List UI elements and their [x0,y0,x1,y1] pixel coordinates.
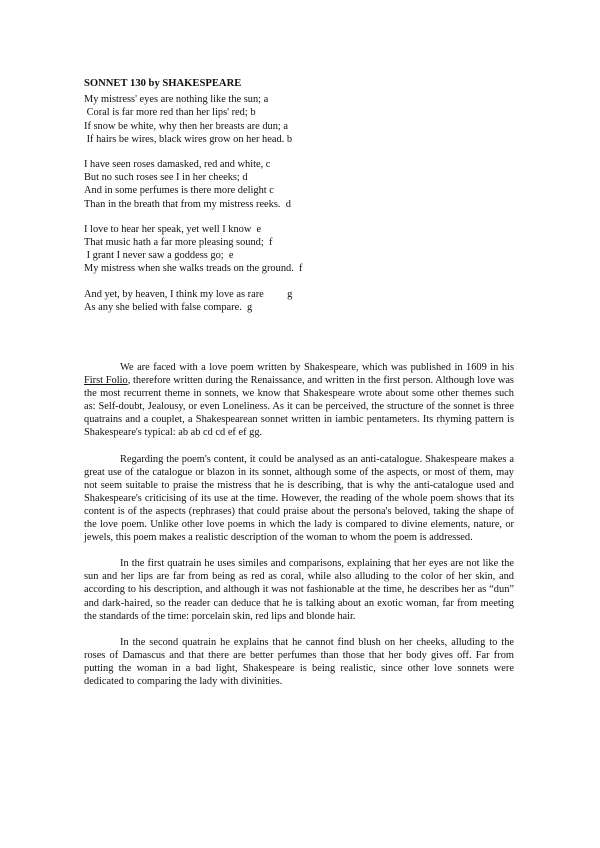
poem-line: Coral is far more red than her lips' red; b [84,107,256,119]
sonnet-poem [84,77,524,326]
paragraph-text: , therefore written during the Renaissance, and written in the first person. Although love was the most recurrent theme in sonnets, we know that Shakespeare wrote about some other themes such as: Self-doubt, Jealousy, or even Loneliness. As it can be perceived, the structure of the sonnet is three quatrains and a couplet, a Shakespearean sonnet written in iambic pentameters. Its rhyming pattern is Shakespeare's typical: ab ab cd cd ef ef gg. [84,375,514,439]
poem-line: That music hath a far more pleasing sound; f [84,237,273,249]
stanza-1 [84,93,524,146]
poem-line: But no such roses see I in her cheeks; d [84,172,248,184]
poem-line: As any she belied with false compare. g [84,301,253,313]
essay-paragraph-3: In the first quatrain he uses similes and comparisons, explaining that her eyes are not like the sun and her lips are far from being as red as coral, while also alluding to the color of her skin, and according to his description, and although it was not fashionable at the time, he describes her as “dun” and dark-haired, so the reader can deduce that he is talking about an exotic woman, far from meeting the standards of the time: porcelain skin, red lips and blonde hair. [84,558,514,622]
poem-line: And yet, by heaven, I think my love as rare g [84,288,293,300]
poem-title: SONNET 130 by SHAKESPEARE [84,78,242,89]
stanza-2 [84,158,524,211]
poem-line: I have seen roses damasked, red and white, c [84,159,271,171]
essay-paragraph-4: In the second quatrain he explains that he cannot find blush on her cheeks, alluding to the roses of Damascus and that there are better perfumes than those that her body gives off. Far from putting the woman in a bad light, Shakespeare is being realistic, since other love sonnets were dedicated to comparing the lady with divinities. [84,636,514,687]
poem-line: I grant I never saw a goddess go; e [84,250,234,262]
poem-line: I love to hear her speak, yet well I know e [84,223,262,235]
couplet [84,288,524,314]
poem-line: If snow be white, why then her breasts are dun; a [84,120,288,132]
poem-line: My mistress when she walks treads on the ground. f [84,263,303,275]
stanza-3 [84,223,524,276]
essay-paragraph-1 [84,361,514,440]
essay-paragraph-2: Regarding the poem's content, it could be analysed as an anti-catalogue. Shakespeare makes a great use of the catalogue or blazon in its sonnet, although some of the aspects, or most of them, may not seem suitable to praise the mistress that he is describing, that is why the anti-catalogue used and Shakespeare's criticising of its use at the time. However, the reading of the whole poem shows that its content is of the aspects (rephrases) that could praise about the persona's beloved, taking the shape of the love poem. Unlike other love poems in which the lady is compared to divine elements, nature, or jewels, this poem makes a realistic description of the woman to whom the poem is addressed. [84,453,514,544]
first-folio-link[interactable]: First Folio [84,375,128,387]
poem-line: My mistress' eyes are nothing like the sun; a [84,94,269,106]
poem-line: If hairs be wires, black wires grow on her head. b [84,133,293,145]
paragraph-text: We are faced with a love poem written by Shakespeare, which was published in 1609 in his [120,362,514,373]
poem-line: Than in the breath that from my mistress reeks. d [84,198,291,210]
poem-line: And in some perfumes is there more delight c [84,185,274,197]
essay-body [84,361,514,688]
